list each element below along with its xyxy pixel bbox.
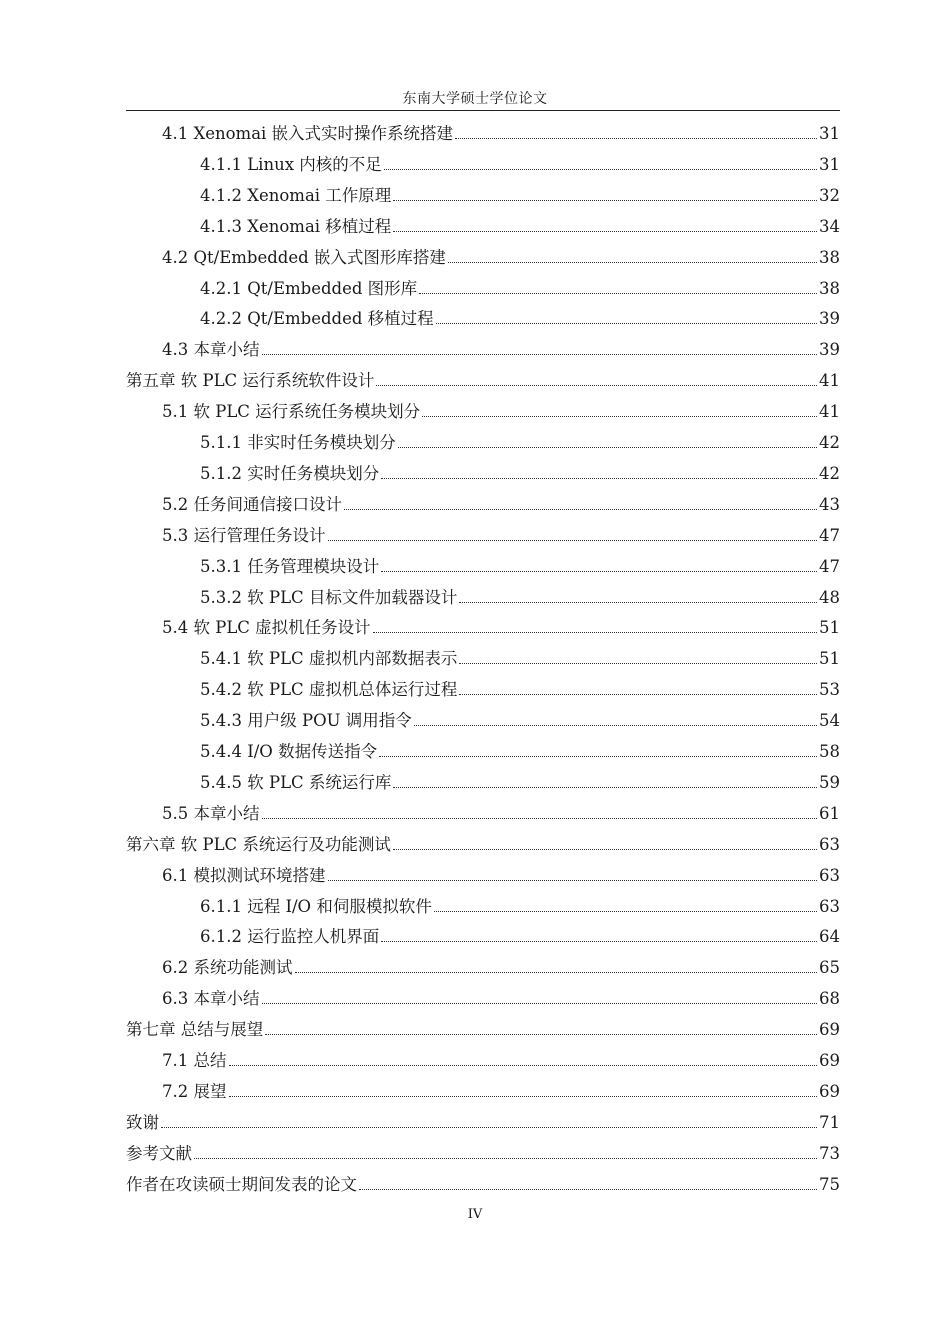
toc-entry[interactable]	[200, 578, 840, 608]
dot-leader	[393, 231, 817, 232]
toc-entry[interactable]	[200, 176, 840, 206]
toc-entry[interactable]	[162, 516, 840, 546]
toc-entry-title: 4.1.2 Xenomai 工作原理	[200, 185, 392, 205]
toc-entry-title: 5.3 运行管理任务设计	[162, 525, 326, 545]
toc-entry-page: 39	[819, 309, 840, 329]
toc-entry-page: 39	[819, 340, 840, 360]
dot-leader	[359, 1189, 817, 1190]
toc-entry-page: 43	[819, 494, 840, 514]
toc-entry-title: 5.3.2 软 PLC 目标文件加载器设计	[200, 587, 458, 607]
dot-leader	[262, 354, 818, 355]
dot-leader	[436, 323, 817, 324]
toc-entry-page: 38	[819, 247, 840, 267]
toc-entry-page: 63	[819, 834, 840, 854]
toc-entry-title: 5.4.4 I/O 数据传送指令	[200, 742, 378, 761]
toc-entry-page: 69	[819, 1081, 840, 1101]
toc-entry-title: 4.3 本章小结	[162, 340, 260, 360]
dot-leader	[422, 416, 817, 417]
dot-leader	[393, 787, 817, 788]
toc-entry-title: 5.4.3 用户级 POU 调用指令	[200, 711, 412, 731]
toc-entry-page: 32	[819, 185, 840, 205]
toc-entry[interactable]	[126, 1103, 840, 1133]
toc-entry-title: 7.1 总结	[162, 1051, 227, 1070]
toc-entry[interactable]	[200, 454, 840, 484]
toc-entry-page: 73	[819, 1143, 840, 1163]
toc-entry-title: 5.4.5 软 PLC 系统运行库	[200, 772, 392, 792]
toc-entry[interactable]	[200, 732, 840, 762]
toc-entry[interactable]	[162, 238, 840, 268]
dot-leader	[376, 385, 817, 386]
toc-entry-title: 6.1.1 远程 I/O 和伺服模拟软件	[200, 896, 432, 916]
toc-entry-title: 6.1 模拟测试环境搭建	[162, 865, 326, 885]
toc-entry-page: 71	[819, 1112, 840, 1132]
toc-entry-title: 4.2.1 Qt/Embedded 图形库	[200, 278, 418, 298]
toc-entry-title: 7.2 展望	[162, 1081, 227, 1101]
dot-leader	[381, 941, 817, 942]
dot-leader	[414, 725, 817, 726]
toc-entry-title: 4.1 Xenomai 嵌入式实时操作系统搭建	[162, 124, 454, 143]
toc-entry-page: 47	[819, 525, 840, 545]
dot-leader	[229, 1096, 818, 1097]
toc-entry-page: 41	[819, 402, 840, 422]
toc-entry-title: 参考文献	[126, 1143, 192, 1163]
toc-entry[interactable]	[162, 330, 840, 360]
dot-leader	[344, 509, 817, 510]
dot-leader	[328, 540, 818, 541]
dot-leader	[434, 911, 817, 912]
toc-entry-title: 5.1.2 实时任务模块划分	[200, 463, 380, 483]
toc-entry[interactable]	[162, 608, 840, 638]
toc-entry-title: 6.1.2 运行监控人机界面	[200, 927, 380, 947]
toc-entry-title: 4.2.2 Qt/Embedded 移植过程	[200, 309, 434, 329]
toc-entry-page: 61	[819, 803, 840, 823]
running-header: 东南大学硕士学位论文	[402, 91, 548, 107]
toc-entry-title: 4.1.3 Xenomai 移植过程	[200, 216, 392, 236]
dot-leader	[393, 849, 817, 850]
toc-entry-page: 51	[819, 618, 840, 638]
dot-leader	[262, 818, 818, 819]
toc-entry-page: 69	[819, 1020, 840, 1040]
dot-leader	[398, 447, 817, 448]
dot-leader	[161, 1127, 817, 1128]
dot-leader	[381, 571, 817, 572]
toc-entry[interactable]	[126, 1165, 840, 1195]
toc-entry-title: 5.4.1 软 PLC 虚拟机内部数据表示	[200, 649, 458, 669]
toc-entry-page: 48	[819, 587, 840, 607]
toc-entry[interactable]	[126, 1010, 840, 1040]
toc-entry[interactable]	[200, 763, 840, 793]
toc-entry-page: 42	[819, 433, 840, 452]
toc-entry-title: 作者在攻读硕士期间发表的论文	[126, 1174, 357, 1194]
dot-leader	[194, 1158, 817, 1159]
toc-entry-page: 51	[819, 649, 840, 669]
dot-leader	[459, 602, 817, 603]
toc-entry[interactable]	[162, 794, 840, 824]
dot-leader	[393, 200, 817, 201]
toc-entry-title: 5.4 软 PLC 虚拟机任务设计	[162, 618, 371, 638]
dot-leader	[459, 663, 817, 664]
toc-entry[interactable]	[162, 979, 840, 1009]
toc-entry-page: 42	[819, 463, 840, 483]
dot-leader	[455, 138, 817, 139]
page-number: IV	[467, 1207, 483, 1222]
toc-entry-page: 63	[819, 896, 840, 916]
toc-entry-title: 5.4.2 软 PLC 虚拟机总体运行过程	[200, 680, 458, 700]
toc-entry[interactable]	[200, 423, 840, 453]
toc-entry-page: 31	[819, 124, 840, 143]
toc-entry[interactable]	[126, 361, 840, 391]
toc-entry-title: 5.1.1 非实时任务模块划分	[200, 433, 396, 452]
toc-entry-page: 65	[819, 958, 840, 978]
toc-entry-page: 59	[819, 772, 840, 792]
toc-entry[interactable]	[126, 825, 840, 855]
toc-entry[interactable]	[162, 392, 840, 422]
toc-entry-page: 64	[819, 927, 840, 947]
dot-leader	[379, 756, 817, 757]
toc-entry[interactable]	[200, 145, 840, 175]
toc-entry-page: 53	[819, 680, 840, 700]
dot-leader	[229, 1065, 818, 1066]
toc-entry[interactable]	[200, 701, 840, 731]
toc-entry[interactable]	[162, 856, 840, 886]
toc-entry-title: 第五章 软 PLC 运行系统软件设计	[126, 371, 375, 391]
toc-entry-title: 6.3 本章小结	[162, 989, 260, 1009]
toc-entry-page: 34	[819, 216, 840, 236]
dot-leader	[295, 972, 818, 973]
toc-entry[interactable]	[200, 547, 840, 577]
dot-leader	[384, 169, 817, 170]
dot-leader	[459, 694, 817, 695]
toc-entry-page: 58	[819, 742, 840, 761]
toc-entry[interactable]	[126, 1134, 840, 1164]
toc-entry-page: 47	[819, 556, 840, 576]
dot-leader	[419, 293, 817, 294]
header-rule	[126, 110, 840, 111]
toc-entry-title: 第七章 总结与展望	[126, 1020, 264, 1040]
toc-entry-title: 5.5 本章小结	[162, 803, 260, 823]
toc-entry-page: 54	[819, 711, 840, 731]
toc-entry-page: 38	[819, 278, 840, 298]
toc-entry-title: 5.3.1 任务管理模块设计	[200, 556, 380, 576]
toc-entry-page: 41	[819, 371, 840, 391]
toc-entry[interactable]	[200, 917, 840, 947]
toc-entry-page: 63	[819, 865, 840, 885]
toc-entry[interactable]	[200, 207, 840, 237]
toc-entry-title: 5.2 任务间通信接口设计	[162, 494, 342, 514]
toc-entry[interactable]	[200, 299, 840, 329]
toc-entry[interactable]	[200, 670, 840, 700]
toc-entry-title: 4.2 Qt/Embedded 嵌入式图形库搭建	[162, 247, 446, 267]
toc-entry[interactable]	[200, 887, 840, 917]
toc-entry-page: 68	[819, 989, 840, 1009]
toc-entry-title: 第六章 软 PLC 系统运行及功能测试	[126, 834, 391, 854]
toc-entry-page: 69	[819, 1051, 840, 1070]
toc-entry[interactable]	[200, 269, 840, 299]
dot-leader	[265, 1034, 817, 1035]
toc-entry[interactable]	[162, 1041, 840, 1071]
dot-leader	[448, 262, 817, 263]
toc-entry-page: 31	[819, 154, 840, 174]
toc-entry[interactable]	[200, 639, 840, 669]
toc-entry-title: 5.1 软 PLC 运行系统任务模块划分	[162, 402, 421, 422]
dot-leader	[381, 478, 817, 479]
dot-leader	[328, 880, 818, 881]
toc-entry[interactable]	[162, 1072, 840, 1102]
toc-entry[interactable]	[162, 114, 840, 144]
dot-leader	[373, 632, 817, 633]
dot-leader	[262, 1003, 818, 1004]
toc-entry-title: 4.1.1 Linux 内核的不足	[200, 154, 382, 174]
toc-entry[interactable]	[162, 485, 840, 515]
toc-entry[interactable]	[162, 948, 840, 978]
toc-entry-page: 75	[819, 1174, 840, 1194]
toc-entry-title: 致谢	[126, 1112, 159, 1132]
toc-entry-title: 6.2 系统功能测试	[162, 958, 293, 978]
